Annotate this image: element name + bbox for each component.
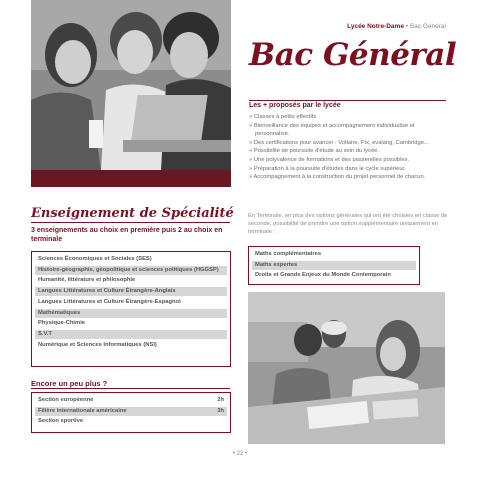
list-item: Maths expertes bbox=[252, 261, 416, 270]
list-item: » Possibilité de poursuite d'étude au sein du lycée. bbox=[249, 147, 449, 156]
encore-heading: Encore un peu plus ? bbox=[31, 379, 108, 388]
specialite-heading: Enseignement de Spécialité bbox=[31, 206, 234, 221]
table-row bbox=[35, 417, 227, 426]
title-divider bbox=[249, 100, 446, 101]
table-row bbox=[35, 396, 227, 405]
list-item: » Préparation à la poursuite d'études dans le cycle supérieur. bbox=[249, 165, 449, 174]
plus-list bbox=[249, 113, 449, 182]
page-title: Bac Général bbox=[249, 37, 457, 73]
row-label: Section sportive bbox=[38, 418, 84, 425]
plus-heading: Les + proposés par le lycée bbox=[249, 102, 341, 109]
list-item: Histoire-géographie, géopolitique et sciences politiques (HGGSP) bbox=[35, 266, 227, 275]
specialite-list bbox=[31, 251, 231, 367]
running-header bbox=[347, 23, 446, 30]
list-item: » Accompagnement à la construction du projet personnel de chacun. bbox=[249, 173, 449, 182]
row-hours: 3h bbox=[217, 407, 224, 414]
encore-table bbox=[31, 392, 231, 433]
school-name: Lycée Notre-Dame bbox=[347, 23, 404, 30]
list-item: Maths complémentaires bbox=[255, 251, 322, 257]
row-label: Section européenne bbox=[38, 397, 94, 403]
accent-band bbox=[31, 170, 231, 187]
list-item: Langues Littératures et Culture Étrangère-Anglais bbox=[35, 287, 227, 296]
terminale-options bbox=[248, 246, 420, 285]
page-number: • 22 • bbox=[232, 451, 248, 457]
list-item: » Bienveillance des équipes et accompagnement individualisé et personnalisé. bbox=[249, 122, 449, 139]
header-section: Bac Général bbox=[409, 23, 446, 30]
list-item: » Des certifications pour avancer : Voltaire, Pix, evalang, Cambridge... bbox=[249, 139, 449, 148]
table-row bbox=[35, 407, 227, 416]
list-item: Physique-Chimie bbox=[38, 320, 86, 327]
list-item: » Une polyvalence de formations et des passerelles possibles. bbox=[249, 156, 449, 165]
encore-divider bbox=[31, 388, 230, 389]
row-hours: 2h bbox=[217, 397, 224, 403]
students-studying-photo bbox=[248, 292, 445, 444]
list-item: Numérique et Sciences Informatiques (NSI) bbox=[38, 341, 157, 348]
list-item: S.V.T bbox=[35, 330, 227, 339]
header-separator: • bbox=[405, 23, 409, 30]
row-label: Filière internationale américaine bbox=[38, 407, 127, 414]
list-item: Langues Littératures et Culture Étrangère-Espagnol bbox=[38, 298, 181, 305]
list-item: Mathématiques bbox=[35, 309, 227, 318]
list-item: Droits et Grands Enjeux du Monde Contemporain bbox=[255, 272, 391, 279]
list-item: » Classes à petits effectifs bbox=[249, 113, 449, 122]
students-laptop-photo bbox=[31, 0, 231, 170]
list-item: Humanité, littérature et philosophie bbox=[38, 277, 136, 284]
specialite-divider bbox=[31, 222, 230, 223]
terminale-paragraph: En Terminale, en plus des options générales qui ont été choisies en classe de seconde, possibilité de prendre une option supplémentaire uniquement en terminale : bbox=[248, 213, 448, 235]
list-item: Sciences Économiques et Sociales (SES) bbox=[38, 256, 152, 262]
specialite-subheading: 3 enseignements au choix en première puis 2 au choix en terminale bbox=[31, 227, 223, 243]
